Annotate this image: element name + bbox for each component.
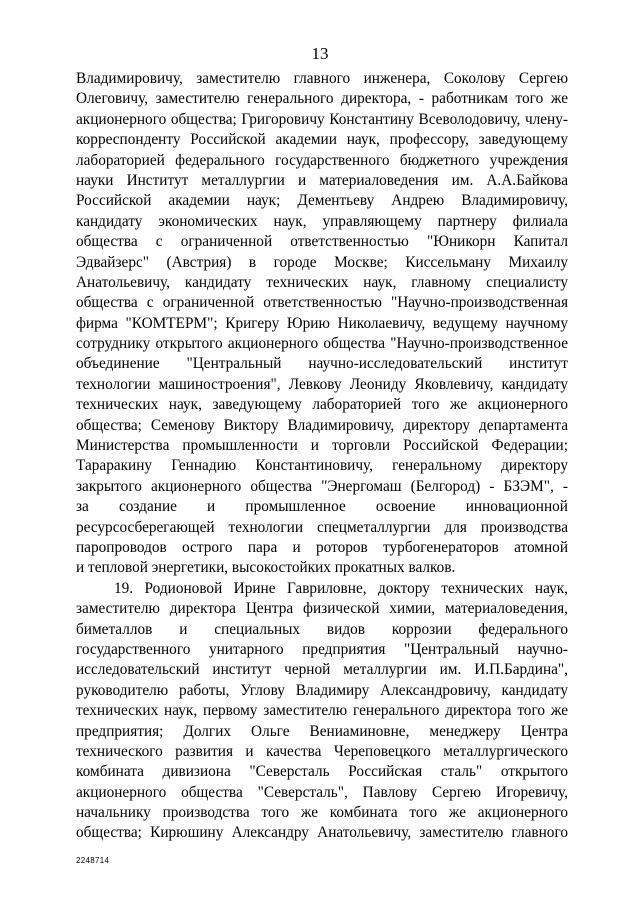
text-line: Тараракину Геннадию Константиновичу, генеральному директору (76, 457, 568, 475)
text-line: заместителю директора Центра физической химии, материаловедения, (76, 600, 568, 618)
text-line: науки Институт металлургии и материаловедения им. А.А.Байкова (76, 171, 568, 189)
text-line: технических наук, заведующему лабораторией того же акционерного (76, 396, 568, 414)
text-line: Эдвайзерс" (Австрия) в городе Москве; Киссельману Михаилу (76, 253, 568, 271)
text-line: начальнику производства того же комбината того же акционерного (76, 804, 568, 822)
text-line: паропроводов острого пара и роторов турбогенераторов атомной (76, 538, 568, 556)
text-line: Владимировичу, заместителю главного инженера, Соколову Сергею (76, 70, 568, 87)
body-text (76, 69, 568, 844)
text-line: общества с ограниченной ответственностью "Юникорн Капитал (76, 233, 568, 251)
text-line: Российской академии наук; Дементьеву Андрею Владимировичу, (76, 192, 568, 210)
text-line: государственного унитарного предприятия "Центральный научно- (76, 640, 568, 658)
text-line: объединение "Центральный научно-исследовательский институт (76, 355, 568, 373)
text-line: закрытого акционерного общества "Энергомаш (Белгород) - БЗЭМ", - (76, 477, 568, 495)
text-line: руководителю работы, Углову Владимиру Александровичу, кандидату (76, 681, 568, 699)
page-number: 13 (311, 44, 329, 63)
text-line: Министерства промышленности и торговли Российской Федерации; (76, 437, 568, 455)
text-line: комбината дивизиона "Северсталь Российская сталь" открытого (76, 763, 568, 781)
text-line: технических наук, первому заместителю генерального директора того же (76, 702, 568, 720)
text-line: биметаллов и специальных видов коррозии федерального (76, 620, 568, 638)
document-code: 2248714 (76, 856, 110, 865)
text-line: кандидату экономических наук, управляющему партнеру филиала (76, 212, 568, 230)
text-line: за создание и промышленное освоение инновационной (76, 498, 568, 516)
text-line: Олеговичу, заместителю генерального директора, - работникам того же (76, 90, 568, 108)
text-line: акционерного общества; Григоровичу Константину Всеволодовичу, члену- (76, 110, 568, 128)
text-line: фирма "КОМТЕРМ"; Кригеру Юрию Николаевичу, ведущему научному (76, 314, 568, 332)
text-line: общества; Кирюшину Александру Анатольевичу, заместителю главного (76, 824, 568, 842)
text-line: акционерного общества "Северсталь", Павлову Сергею Игоревичу, (76, 783, 568, 801)
text-line: Анатольевичу, кандидату технических наук, главному специалисту (76, 273, 568, 291)
text-line: общества с ограниченной ответственностью "Научно-производственная (76, 294, 568, 312)
text-line: корреспонденту Российской академии наук, профессору, заведующему (76, 131, 568, 149)
text-line: общества; Семенову Виктору Владимировичу, директору департамента (76, 416, 568, 434)
text-line: и тепловой энергетики, высокостойких прокатных валков. (76, 559, 456, 577)
text-line: ресурсосберегающей технологии спецметаллургии для производства (76, 518, 568, 536)
text-line: предприятия; Долгих Ольге Вениаминовне, менеджеру Центра (76, 722, 568, 740)
text-line: лабораторией федерального государственного бюджетного учреждения (76, 151, 568, 169)
text-line: технического развития и качества Череповецкого металлургического (76, 742, 568, 760)
paragraph-start-line: 19. Родионовой Ирине Гавриловне, доктору технических наук, (114, 579, 568, 597)
text-line: сотруднику открытого акционерного общества "Научно-производственное (76, 335, 568, 353)
text-line: технологии машиностроения", Левкову Леониду Яковлевичу, кандидату (76, 375, 568, 393)
text-line: исследовательский институт черной металлургии им. И.П.Бардина", (76, 661, 568, 679)
